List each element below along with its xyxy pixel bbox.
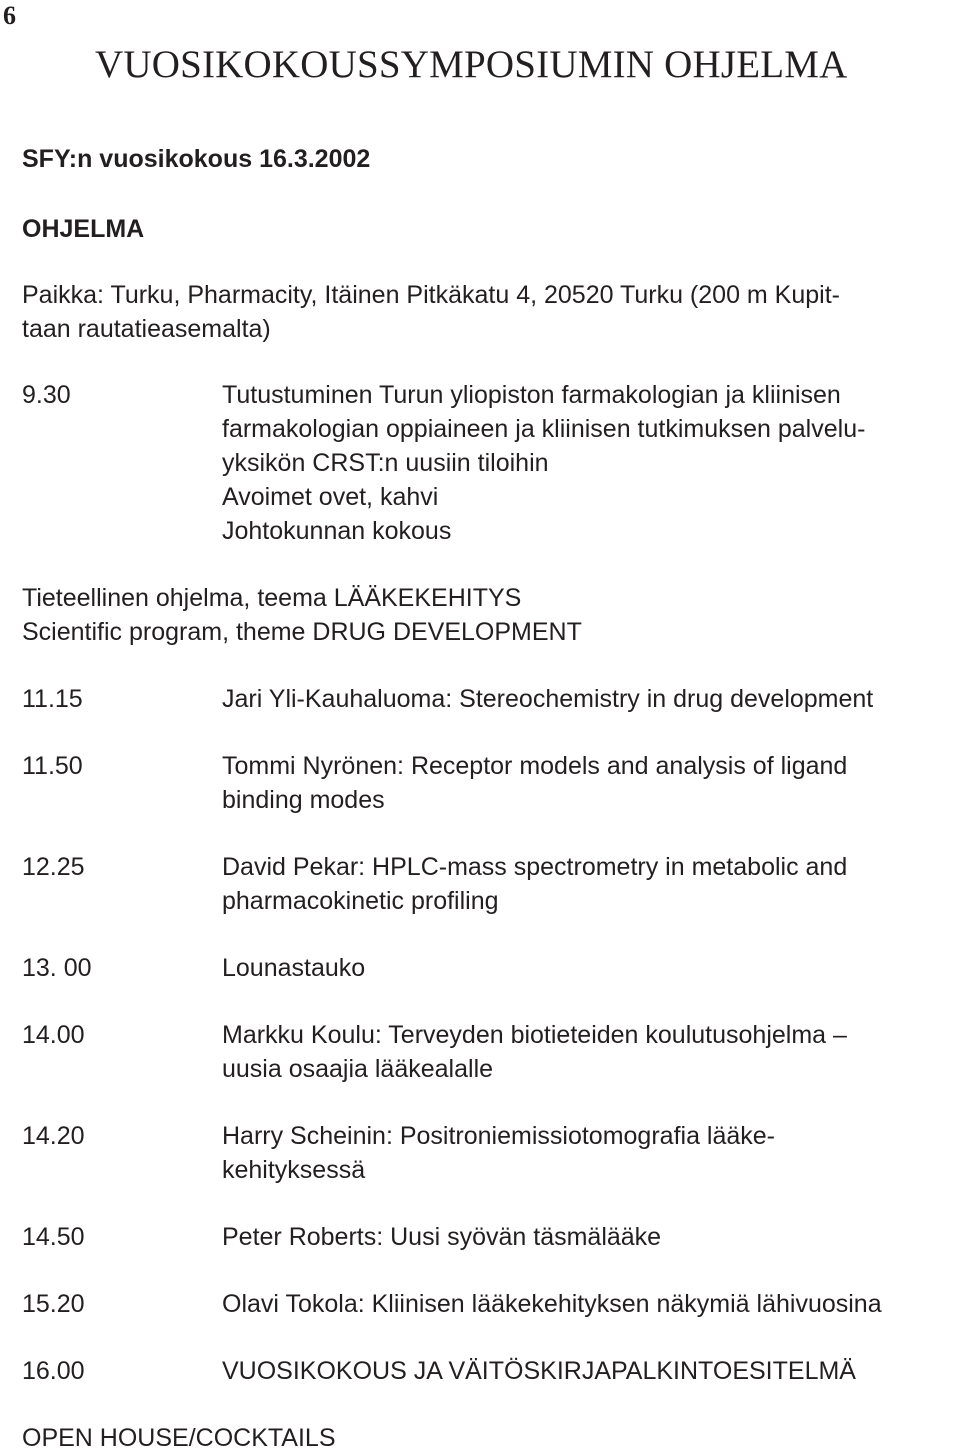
schedule-description [222,378,954,548]
schedule-description [222,1119,954,1187]
description-line: binding modes [222,786,385,814]
schedule-row [22,749,954,817]
schedule-description [222,1287,954,1321]
schedule-description [222,682,954,716]
description-line: David Pekar: HPLC-mass spectrometry in metabolic and [222,853,848,881]
description-line: Avoimet ovet, kahvi [222,483,439,511]
schedule-description [222,1354,954,1388]
schedule-time: 11.50 [22,752,83,780]
description-line: Peter Roberts: Uusi syövän täsmälääke [222,1223,662,1251]
venue-line: Paikka: Turku, Pharmacity, Itäinen Pitkäkatu 4, 20520 Turku (200 m Kupit- [22,281,840,309]
schedule-time: 14.50 [22,1223,85,1251]
schedule-time: 15.20 [22,1290,85,1318]
schedule-row [22,682,954,716]
meeting-heading: SFY:n vuosikokous 16.3.2002 [22,145,371,173]
schedule-row [22,850,954,918]
schedule-time: 9.30 [22,381,71,409]
description-line: farmakologian oppiaineen ja kliinisen tutkimuksen palvelu- [222,415,866,443]
schedule-description [222,1220,954,1254]
schedule-time: 14.00 [22,1021,85,1049]
schedule-row [22,1119,954,1187]
page-number: 6 [3,1,16,30]
closing-event: OPEN HOUSE/COCKTAILS [22,1424,336,1452]
theme-block [22,581,954,649]
schedule-row [22,951,954,985]
description-line: Tutustuminen Turun yliopiston farmakologian ja kliinisen [222,381,841,409]
program-heading: OHJELMA [22,215,145,243]
schedule-row [22,1220,954,1254]
schedule-time: 11.15 [22,685,83,713]
schedule-time: 16.00 [22,1357,85,1385]
schedule-row [22,1354,954,1388]
description-line: Tommi Nyrönen: Receptor models and analysis of ligand [222,752,848,780]
schedule-row-intro [22,378,954,548]
description-line: pharmacokinetic profiling [222,887,499,915]
description-line: kehityksessä [222,1156,366,1184]
schedule-row [22,1018,954,1086]
description-line: Lounastauko [222,954,366,982]
venue-line: taan rautatieasemalta) [22,315,271,343]
description-line: Jari Yli-Kauhaluoma: Stereochemistry in drug development [222,685,874,713]
description-line: uusia osaajia lääkealalle [222,1055,494,1083]
theme-finnish: Tieteellinen ohjelma, teema LÄÄKEKEHITYS [22,584,522,612]
program-content [22,142,954,1455]
description-line: VUOSIKOKOUS JA VÄITÖSKIRJAPALKINTOESITELMÄ [222,1357,856,1385]
description-line: yksikön CRST:n uusiin tiloihin [222,449,549,477]
schedule-row [22,1287,954,1321]
page-title: VUOSIKOKOUSSYMPOSIUMIN OHJELMA [95,43,848,86]
description-line: Johtokunnan kokous [222,517,452,545]
venue-info [22,278,954,346]
schedule-description [222,749,954,817]
description-line: Harry Scheinin: Positroniemissiotomografia lääke- [222,1122,776,1150]
description-line: Olavi Tokola: Kliinisen lääkekehityksen näkymiä lähivuosina [222,1290,882,1318]
description-line: Markku Koulu: Terveyden biotieteiden koulutusohjelma – [222,1021,847,1049]
schedule-description [222,1018,954,1086]
schedule-time: 12.25 [22,853,85,881]
schedule-description [222,850,954,918]
schedule-time: 14.20 [22,1122,85,1150]
schedule-description [222,951,954,985]
theme-english: Scientific program, theme DRUG DEVELOPMENT [22,618,582,646]
schedule-time: 13. 00 [22,954,92,982]
schedule-list [22,682,954,1388]
